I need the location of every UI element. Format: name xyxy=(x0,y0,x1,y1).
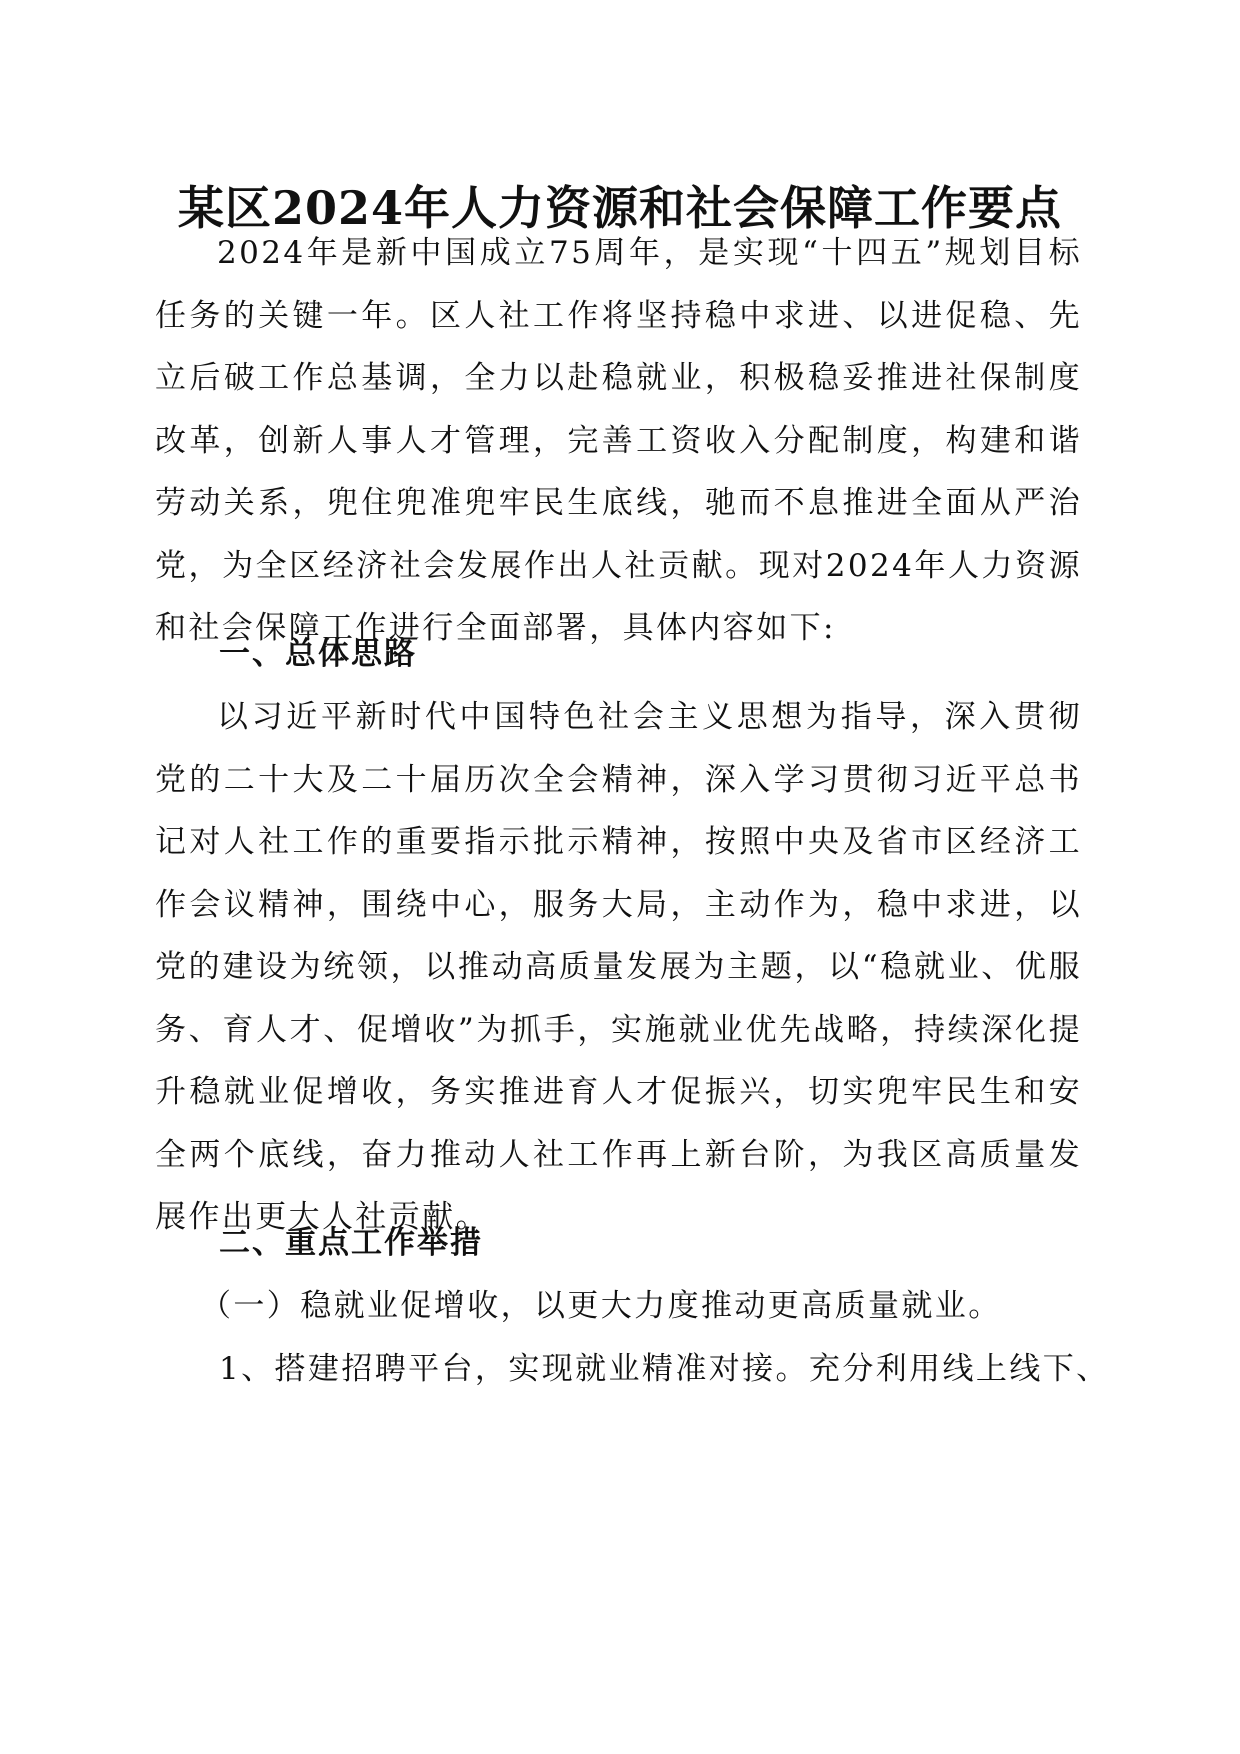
section-heading-key-measures: 二、重点工作举措 xyxy=(219,1225,483,1261)
document-title: 某区2024年人力资源和社会保障工作要点 xyxy=(177,181,1063,235)
section-heading-overall-approach: 一、总体思路 xyxy=(219,636,417,672)
item-recruitment-platform: 1、搭建招聘平台，实现就业精准对接。充分利用线上线下、 xyxy=(219,1351,1110,1387)
overall-approach-paragraph: 以习近平新时代中国特色社会主义思想为指导，深入贯彻党的二十大及二十届历次全会精神，深入学习贯彻习近平总书记对人社工作的重要指示批示精神，按照中央及省市区经济工作会议精神，围绕中心，服务大局，主动作为，稳中求进，以党的建设为统领，以推动高质量发展为主题，以“稳就业、优服务、育人才、促增收”为抓手，实施就业优先战略，持续深化提升稳就业促增收，务实推进育人才促振兴，切实兜牢民生和安全两个底线，奋力推动人社工作再上新台阶，为我区高质量发展作出更大人社贡献。 xyxy=(155,699,1082,1235)
intro-paragraph: 2024年是新中国成立75周年，是实现“十四五”规划目标任务的关键一年。区人社工作将坚持稳中求进、以进促稳、先立后破工作总基调，全力以赴稳就业，积极稳妥推进社保制度改革，创新人事人才管理，完善工资收入分配制度，构建和谐劳动关系，兜住兜准兜牢民生底线，驰而不息推进全面从严治党，为全区经济社会发展作出人社贡献。现对2024年人力资源和社会保障工作进行全面部署，具体内容如下: xyxy=(155,235,1082,646)
subsection-heading-employment: （一）稳就业促增收，以更大力度推动更高质量就业。 xyxy=(200,1288,1002,1324)
